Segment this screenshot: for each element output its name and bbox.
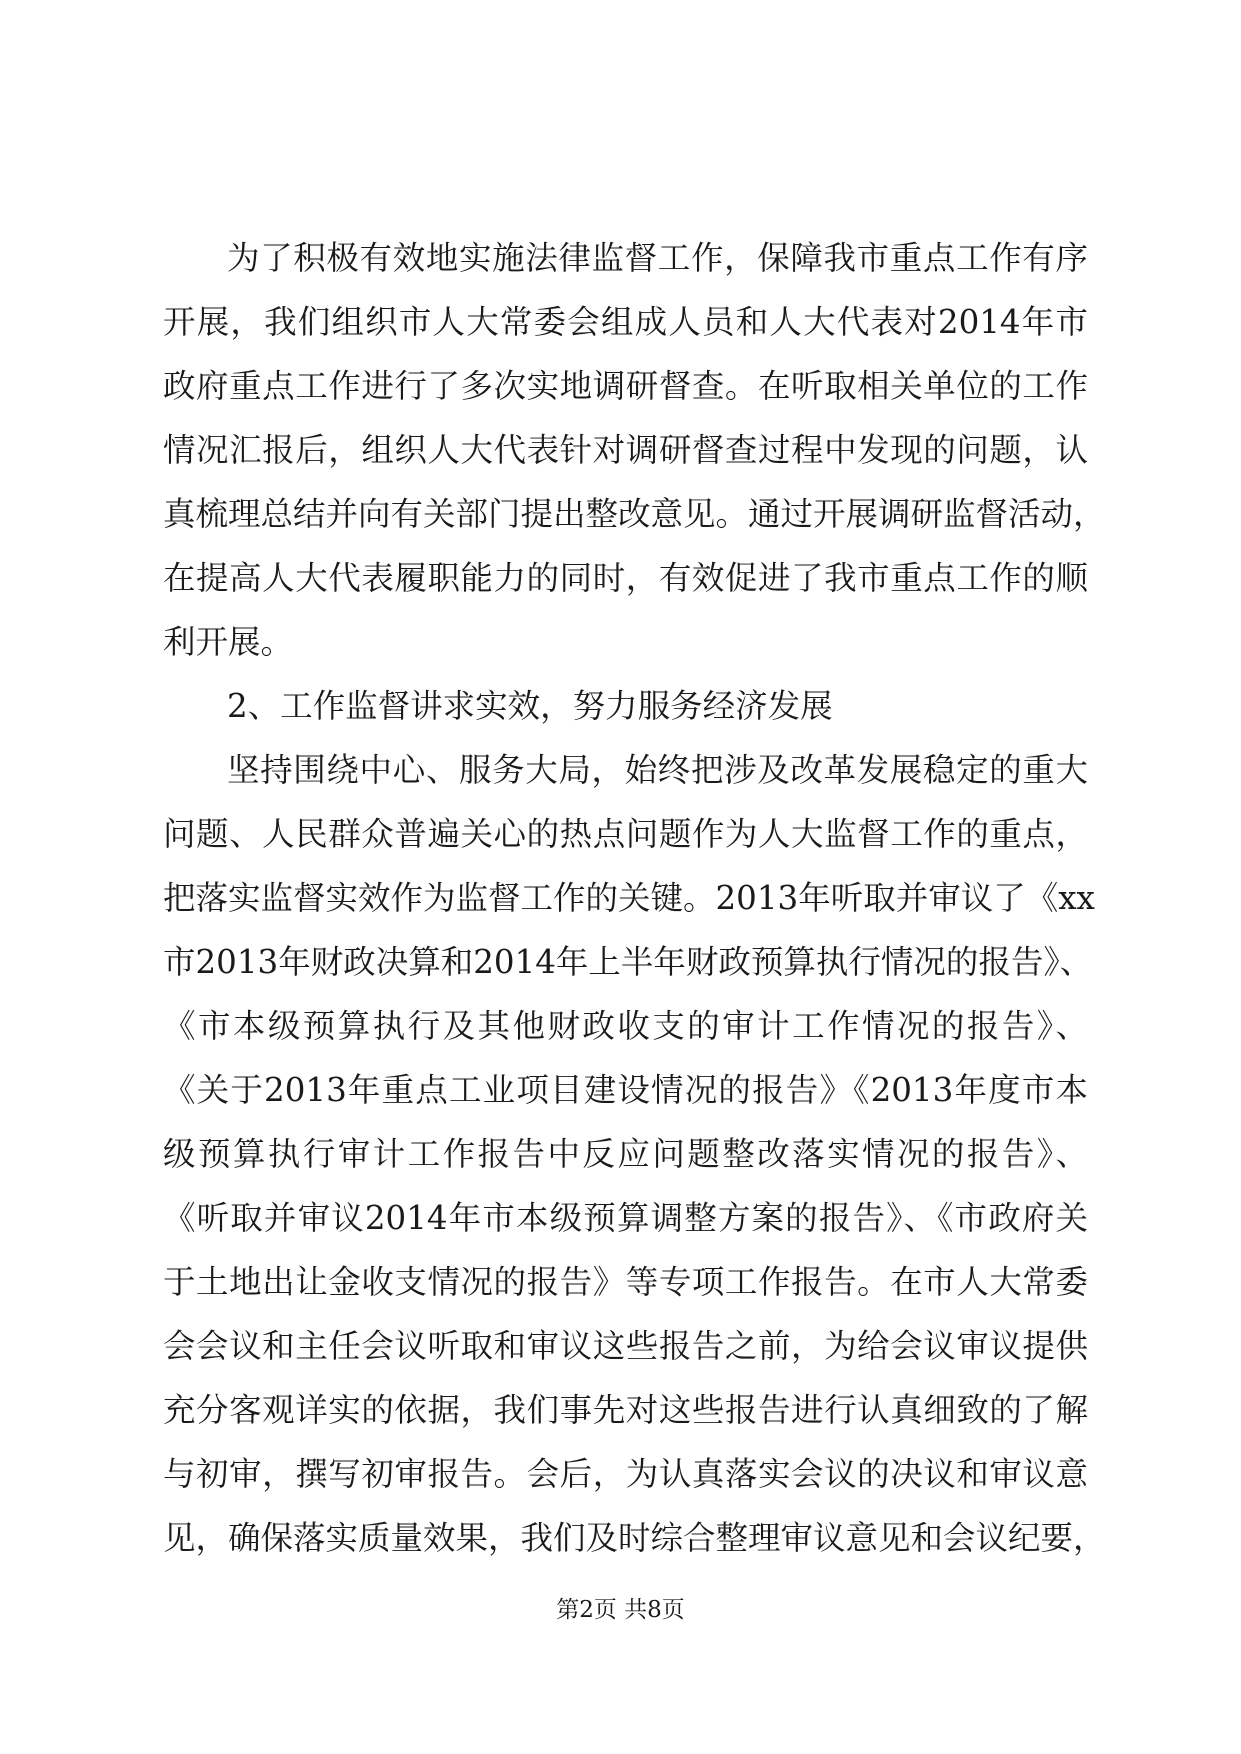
text-line: 利开展。: [163, 623, 294, 661]
text-line: 会会议和主任会议听取和审议这些报告之前，为给会议审议提供: [163, 1327, 1088, 1365]
text-line: 真梳理总结并向有关部门提出整改意见。通过开展调研监督活动，: [163, 495, 1106, 533]
text-line: 政府重点工作进行了多次实地调研督查。在听取相关单位的工作: [163, 367, 1088, 405]
text-line: 把落实监督实效作为监督工作的关键。2013年听取并审议了《xx: [163, 879, 1095, 917]
text-line: 为了积极有效地实施法律监督工作，保障我市重点工作有序: [227, 239, 1088, 277]
text-line: 见，确保落实质量效果，我们及时综合整理审议意见和会议纪要，: [163, 1519, 1106, 1557]
document-body: [163, 226, 1106, 1570]
text-line: 《市本级预算执行及其他财政收支的审计工作情况的报告》、: [163, 1007, 1088, 1045]
text-line: 于土地出让金收支情况的报告》等专项工作报告。在市人大常委: [163, 1263, 1088, 1301]
text-line: 问题、人民群众普遍关心的热点问题作为人大监督工作的重点，: [163, 815, 1088, 853]
text-line: 级预算执行审计工作报告中反应问题整改落实情况的报告》、: [163, 1135, 1088, 1173]
text-line: 与初审，撰写初审报告。会后，为认真落实会议的决议和审议意: [163, 1455, 1088, 1493]
text-line: 2、工作监督讲求实效，努力服务经济发展: [227, 687, 833, 725]
text-line: 《听取并审议2014年市本级预算调整方案的报告》、《市政府关: [163, 1199, 1088, 1237]
text-line: 坚持围绕中心、服务大局，始终把涉及改革发展稳定的重大: [227, 751, 1088, 789]
text-line: 在提高人大代表履职能力的同时，有效促进了我市重点工作的顺: [163, 559, 1088, 597]
text-line: 情况汇报后，组织人大代表针对调研督查过程中发现的问题，认: [163, 431, 1088, 469]
text-line: 开展，我们组织市人大常委会组成人员和人大代表对2014年市: [163, 303, 1088, 341]
page-footer: 第2页 共8页: [556, 1597, 685, 1623]
text-line: 市2013年财政决算和2014年上半年财政预算执行情况的报告》、: [163, 943, 1093, 981]
text-line: 《关于2013年重点工业项目建设情况的报告》《2013年度市本: [163, 1071, 1088, 1109]
text-line: 充分客观详实的依据，我们事先对这些报告进行认真细致的了解: [163, 1391, 1088, 1429]
